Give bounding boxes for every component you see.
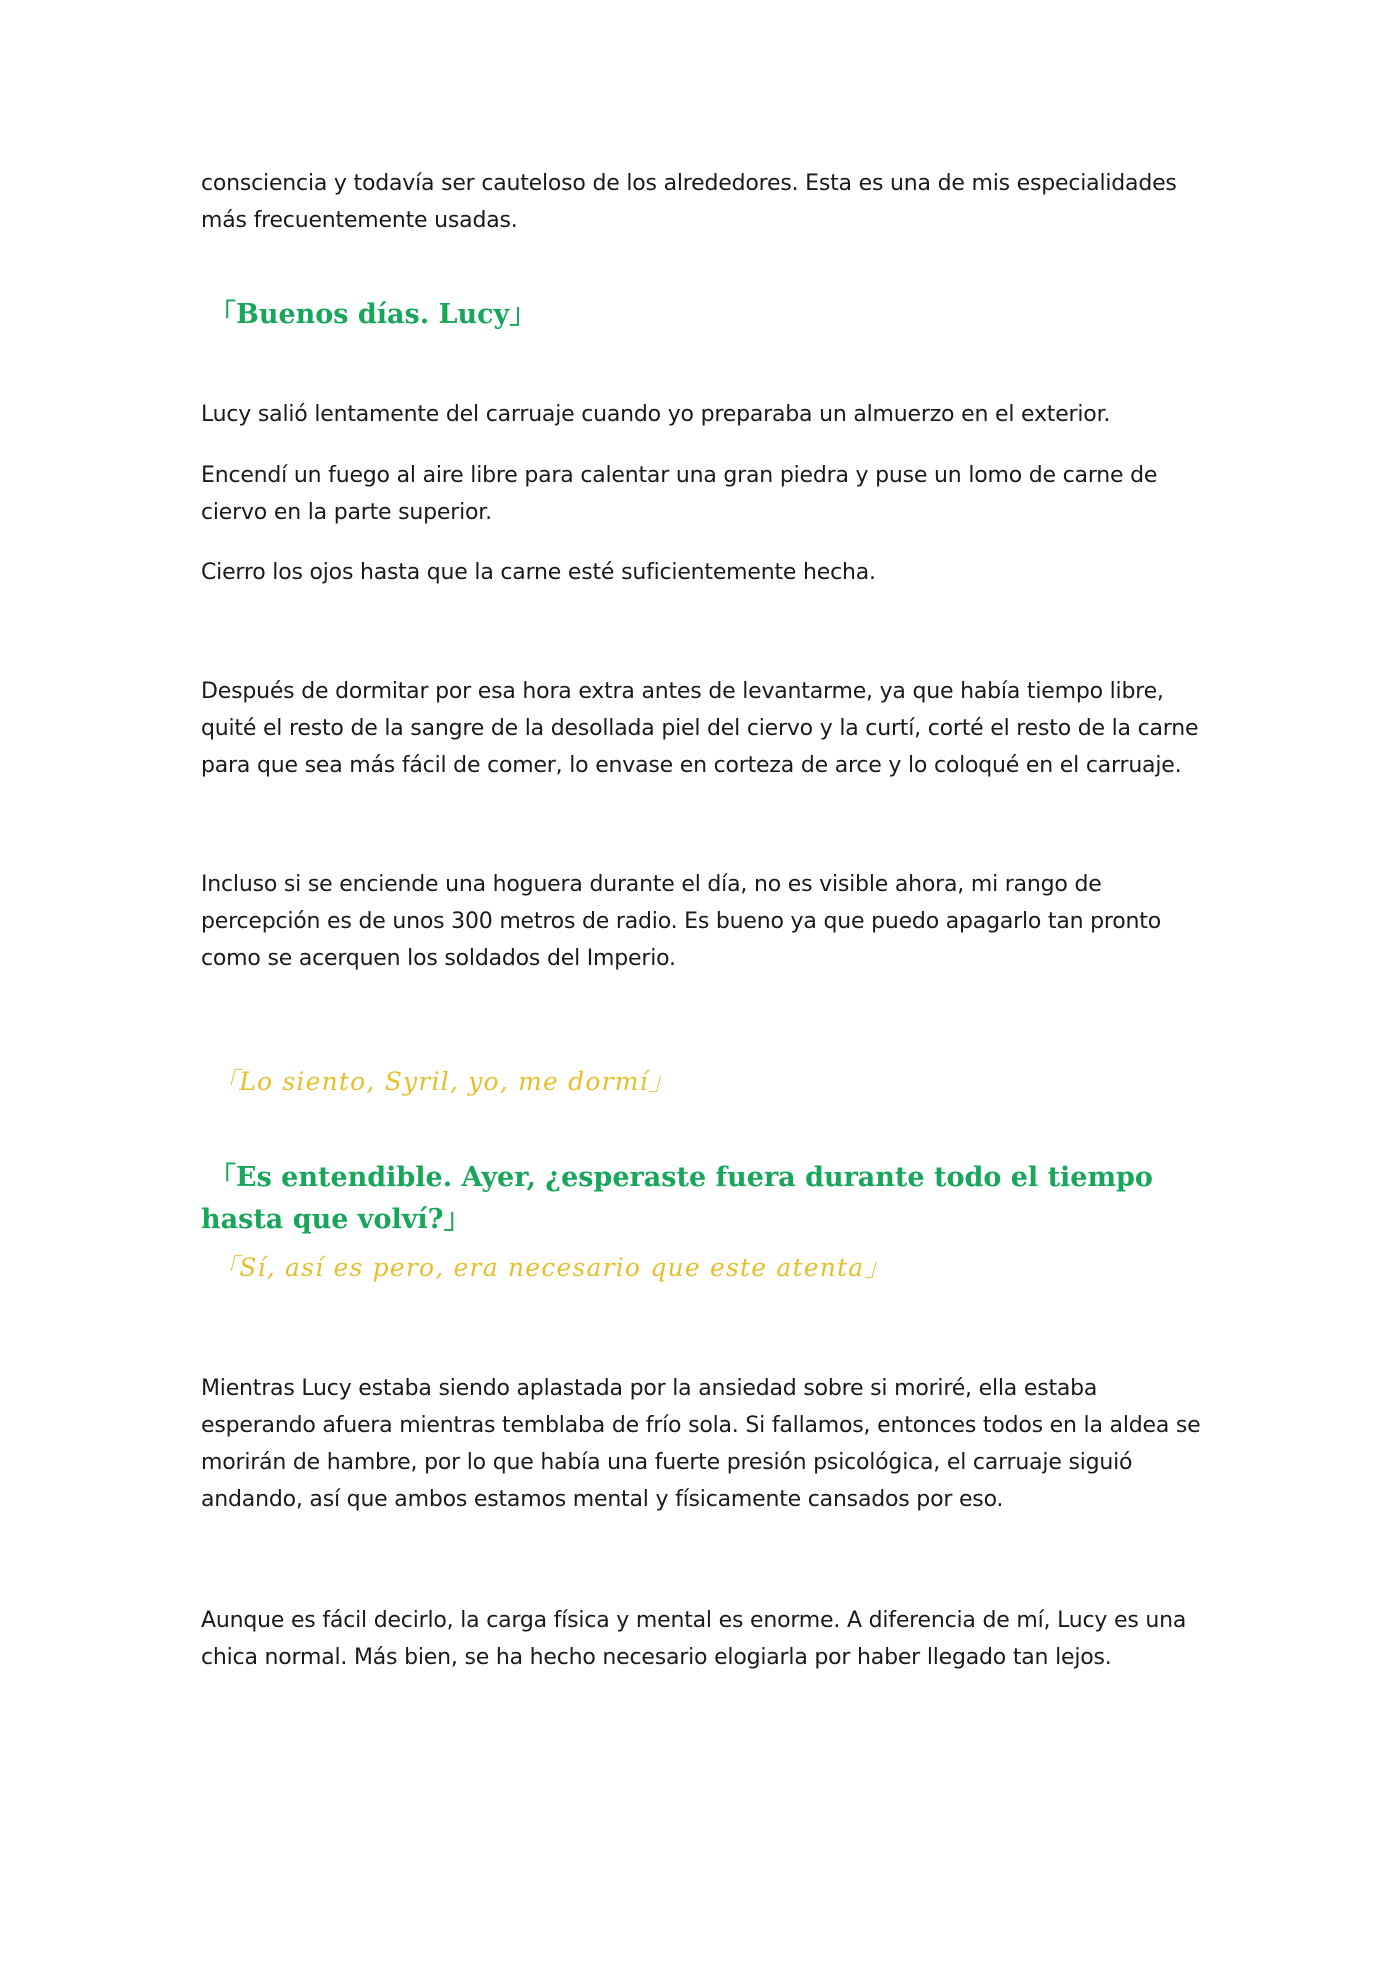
dialogue-syril-1: 「Buenos días. Lucy」 xyxy=(209,299,537,330)
narration-paragraph-1: consciencia y todavía ser cauteloso de los alrededores. Esta es una de mis especialidades más frecuentemente usadas. xyxy=(201,171,1177,233)
narration-paragraph-4: Cierro los ojos hasta que la carne esté suficientemente hecha. xyxy=(201,560,876,585)
narration-paragraph-2: Lucy salió lentamente del carruaje cuando yo preparaba un almuerzo en el exterior. xyxy=(201,402,1111,427)
dialogue-syril-2: 「Es entendible. Ayer, ¿esperaste fuera durante todo el tiempo hasta que volví?」 xyxy=(201,1162,1153,1235)
dialogue-lucy-1: 「Lo siento, Syril, yo, me dormí」 xyxy=(213,1067,676,1096)
narration-paragraph-3: Encendí un fuego al aire libre para calentar una gran piedra y puse un lomo de carne de ciervo en la parte superior. xyxy=(201,463,1158,525)
narration-paragraph-6: Incluso si se enciende una hoguera durante el día, no es visible ahora, mi rango de percepción es de unos 300 metros de radio. Es bueno ya que puedo apagarlo tan pronto como se acerquen los soldados del Imperio. xyxy=(201,872,1161,971)
narration-paragraph-8: Aunque es fácil decirlo, la carga física y mental es enorme. A diferencia de mí, Lucy es una chica normal. Más bien, se ha hecho necesario elogiarla por haber llegado tan lejos. xyxy=(201,1608,1187,1670)
dialogue-lucy-2: 「Sí, así es pero, era necesario que este atenta」 xyxy=(213,1253,891,1282)
narration-paragraph-5: Después de dormitar por esa hora extra antes de levantarme, ya que había tiempo libre, quité el resto de la sangre de la desollada piel del ciervo y la curtí, corté el resto de la carne para que sea más fácil de comer, lo envase en corteza de arce y lo coloqué en el carruaje. xyxy=(201,679,1199,778)
narration-paragraph-7: Mientras Lucy estaba siendo aplastada por la ansiedad sobre si moriré, ella estaba esperando afuera mientras temblaba de frío sola. Si fallamos, entonces todos en la aldea se morirán de hambre, por lo que había una fuerte presión psicológica, el carruaje siguió andando, así que ambos estamos mental y físicamente cansados por eso. xyxy=(201,1376,1201,1512)
